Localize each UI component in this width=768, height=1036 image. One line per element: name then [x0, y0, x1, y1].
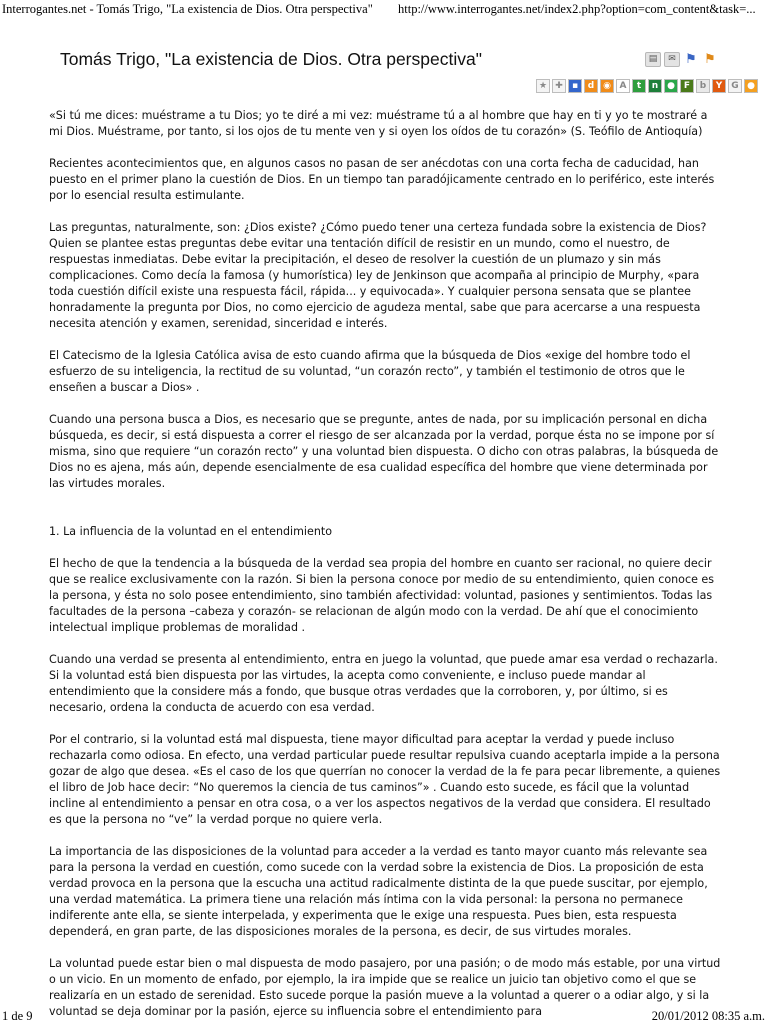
paragraph: Por el contrario, si la voluntad está mal dispuesta, tiene mayor dificultad para aceptar la verdad y puede incluso rechazarla como odiosa. En efecto, una verdad particular puede resultar repulsiva cuando aceptarla impide a la persona gozar de algo que desea. «Es el caso de los que querrían no conocer la verdad de la fe para pecar libremente, a quienes el libro de Job hace decir: “No queremos la ciencia de tus caminos”» . Cuando esto sucede, es fácil que la voluntad incline al entendimiento a pensar en otra cosa, o a ver los aspectos negativos de la verdad que considera. El resultado es que la persona no “ve” la verdad porque no quiere verla.: [49, 733, 721, 826]
print-header-url: http://www.interrogantes.net/index2.php?option=com_content&task=...: [398, 2, 756, 16]
print-footer: [0, 1006, 768, 1024]
social-bookmarks-bar: [536, 79, 758, 93]
print-datetime: 20/01/2012 08:35 a.m.: [651, 1009, 765, 1023]
spurl-icon[interactable]: ●: [744, 79, 758, 93]
share-icon[interactable]: ✚: [552, 79, 566, 93]
section-heading: 1. La influencia de la voluntad en el entendimiento: [49, 525, 333, 538]
print-header: [0, 0, 768, 18]
paragraph: El Catecismo de la Iglesia Católica avisa de esto cuando afirma que la búsqueda de Dios «exige del hombre todo el esfuerzo de su inteligencia, la rectitud de su voluntad, “un corazón recto”, y también el testimonio de otros que le enseñen a buscar a Dios» .: [49, 349, 691, 394]
paragraph: Cuando una persona busca a Dios, es necesario que se pregunte, antes de nada, por su implicación personal en dicha búsqueda, es decir, si está dispuesta a correr el riesgo de ser alcanzada por la verdad, porque ésta no se impone por sí misma, sino que requiere “un corazón recto” y una voluntad bien dispuesta. O dicho con otras palabras, la búsqueda de Dios no es ajena, más aún, depende esencialmente de esa cualidad específica del hombre que viene determinada por las virtudes morales.: [49, 413, 719, 490]
paragraph: Recientes acontecimientos que, en algunos casos no pasan de ser anécdotas con una corta fecha de caducidad, han puesto en el primer plano la cuestión de Dios. En un tiempo tan paradójicamente centrado en lo periférico, este interés por lo esencial resulta estimulante.: [49, 157, 715, 202]
paragraph: Las preguntas, naturalmente, son: ¿Dios existe? ¿Cómo puedo tener una certeza fundada sobre la existencia de Dios? Quien se plantee estas preguntas debe evitar una tentación difícil de resistir en un mundo, como el nuestro, de respuestas inmediatas. Debe evitar la precipitación, el deseo de resolver la cuestión de un plumazo y sin más complicaciones. Como decía la famosa (y humorística) ley de Jenkinson que acompaña al principio de Murphy, «para toda cuestión difícil existe una respuesta fácil, rápida... y equivocada». Y cualquier persona sensata que se plantee honradamente la pregunta por Dios, no como ejercicio de agudeza mental, sabe que para acercarse a una respuesta necesita atención y examen, serenidad, sinceridad e interés.: [49, 221, 707, 330]
yahoo-icon[interactable]: Y: [712, 79, 726, 93]
paragraph: La voluntad puede estar bien o mal dispuesta de modo pasajero, por una pasión; o de modo más estable, por una virtud o un vicio. En un momento de enfado, por ejemplo, la ira impide que se realice un juicio tan objetivo como el que se realizaría en un estado de serenidad. Esto sucede porque la pasión mueve a la voluntad a querer o a odiar algo, y si la voluntad se deja dominar por la pasión, ejerce su influencia sobre el entendimiento para: [49, 957, 721, 1018]
article-title: Tomás Trigo, "La existencia de Dios. Otra perspectiva": [60, 49, 482, 69]
newsvine-icon[interactable]: n: [648, 79, 662, 93]
reddit-icon[interactable]: ●: [664, 79, 678, 93]
flag-icon[interactable]: ⚑: [704, 52, 716, 67]
digg-icon[interactable]: d: [584, 79, 598, 93]
rss-icon[interactable]: ◉: [600, 79, 614, 93]
paragraph: Cuando una verdad se presenta al entendimiento, entra en juego la voluntad, que puede amar esa verdad o rechazarla. Si la voluntad está bien dispuesta por las virtudes, la acepta como conveniente, e incluso puede mandar al entendimiento que la considere más a fondo, que busque otras verdades que la corroboren, y, por último, si es necesario, ordena la conducta de acuerdo con esa verdad.: [49, 653, 718, 714]
flag-icon[interactable]: ⚑: [685, 52, 697, 67]
bookmark-icon[interactable]: ★: [536, 79, 550, 93]
google-icon[interactable]: G: [728, 79, 742, 93]
favorite-icon[interactable]: A: [616, 79, 630, 93]
paragraph: La importancia de las disposiciones de la voluntad para acceder a la verdad es tanto mayor cuanto más relevante sea para la persona la verdad en cuestión, como sucede con la verdad sobre la existencia de Dios. La proposición de esta verdad provoca en la persona que la escucha una actitud radicalmente distinta de la que puede suscitar, por ejemplo, una verdad matemática. La primera tiene una relación más íntima con la vida personal: la persona no permanece indiferente ante ella, se siente interpelada, y experimenta que le exige una respuesta. Pues bien, esta respuesta dependerá, en gran parte, de las disposiciones morales de la persona, es decir, de sus virtudes morales.: [49, 845, 708, 938]
article-actions: [645, 52, 718, 67]
paragraph: El hecho de que la tendencia a la búsqueda de la verdad sea propia del hombre en cuanto ser racional, no quiere decir que se realice exclusivamente con la razón. Si bien la persona conoce por medio de su entendimiento, quien conoce es la persona, y ésta no solo posee entendimiento, sino también afectividad: voluntad, pasiones y sentimientos. Todas las facultades de la persona –cabeza y corazón- se relacionan de algún modo con la verdad. De ahí que el conocimiento intelectual implique problemas de moralidad .: [49, 557, 715, 634]
blinklist-icon[interactable]: b: [696, 79, 710, 93]
delicious-icon[interactable]: ▪: [568, 79, 582, 93]
email-icon[interactable]: ✉: [664, 52, 680, 67]
paragraph: «Si tú me dices: muéstrame a tu Dios; yo te diré a mi vez: muéstrame tú a al hombre que hay en ti y yo te mostraré a mi Dios. Muéstrame, por tanto, si los ojos de tu mente ven y si oyen los oídos de tu corazón» (S. Teófilo de Antioquía): [49, 109, 708, 138]
technorati-icon[interactable]: t: [632, 79, 646, 93]
page-number: 1 de 9: [2, 1009, 33, 1023]
pdf-icon[interactable]: ▤: [645, 52, 661, 67]
print-header-title: Interrogantes.net - Tomás Trigo, "La existencia de Dios. Otra perspectiva": [2, 2, 373, 16]
article-body: [49, 108, 721, 1036]
furl-icon[interactable]: F: [680, 79, 694, 93]
